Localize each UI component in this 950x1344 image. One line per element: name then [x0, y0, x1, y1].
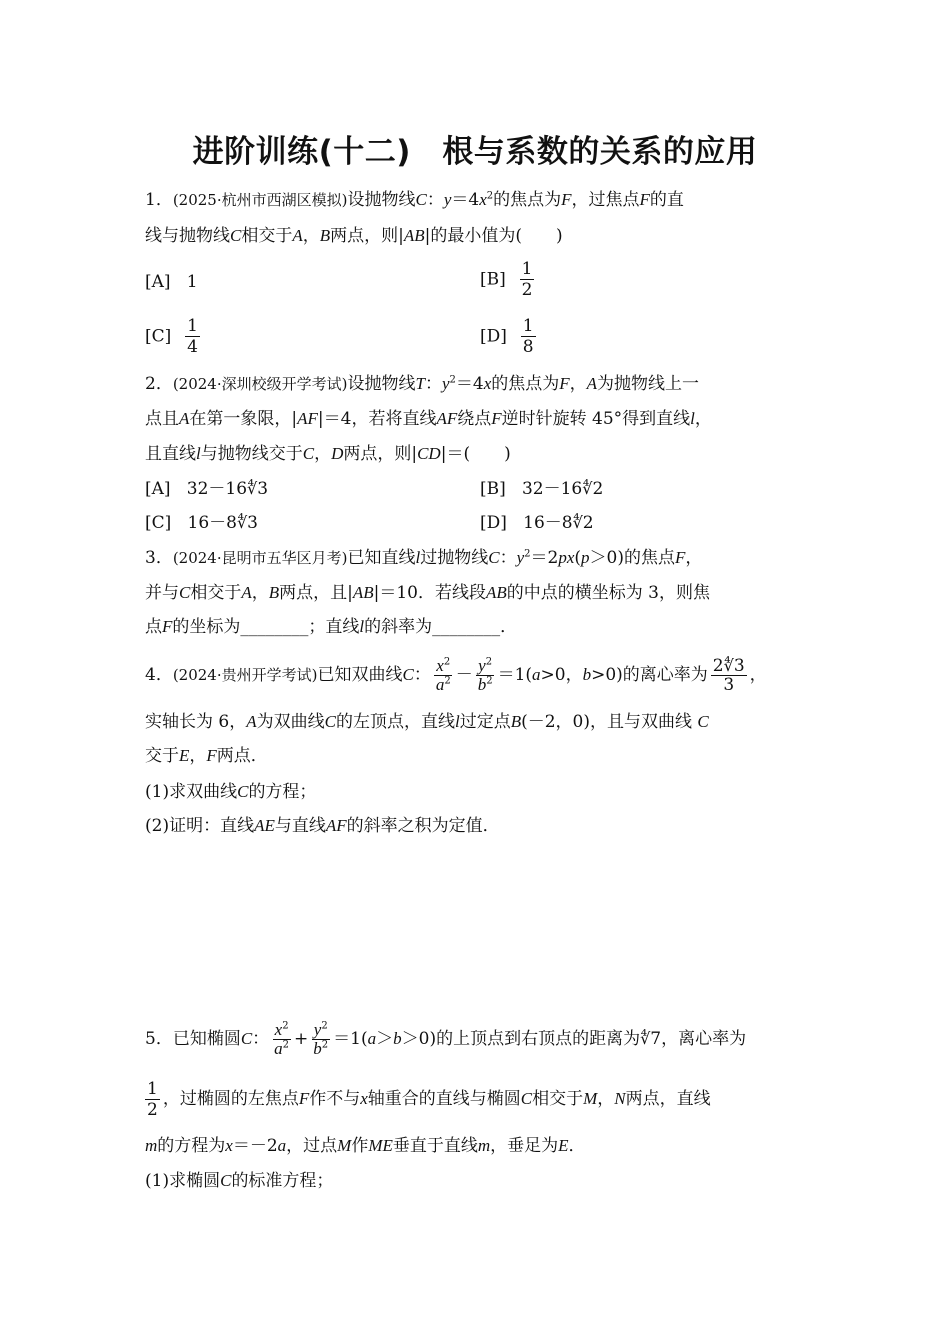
q4-part1: (1)求双曲线C的方程；: [145, 782, 317, 802]
q1-line2: 线与抛物线C相交于A，B两点，则|AB|的最小值为( ): [145, 226, 563, 246]
q2-line1: 2．(2024·深圳校级开学考试)设抛物线T：$y^2=4x$的焦点为F，A为抛物线上一: [145, 374, 700, 394]
q2-option-c: [C] 16－8∜3: [145, 513, 258, 533]
q3-line2: 并与C相交于A，B两点，且|AB|＝10．若线段AB的中点的横坐标为 3，则焦: [145, 583, 711, 603]
q2-line2: 点且A在第一象限，|AF|＝4，若将直线AF绕点F逆时针旋转 45°得到直线l，: [145, 409, 712, 429]
q5-part1: (1)求椭圆C的标准方程；: [145, 1171, 334, 1191]
q3-line1: 3．(2024·昆明市五华区月考)已知直线l过抛物线C：$y^2=2px(p>0)$的焦点F，: [145, 548, 703, 568]
q2-option-a: [A] 32－16∜3: [145, 479, 269, 499]
q2-option-d: [D] 16－8∜2: [480, 513, 594, 533]
q1-option-d: [D] $\frac{1}{8}$: [480, 316, 534, 357]
q4-part2: (2)证明：直线AE与直线AF的斜率之积为定值．: [145, 816, 500, 836]
q1-option-a: [A] 1: [145, 272, 198, 292]
q1-option-c: [C] $\frac{1}{4}$: [145, 316, 198, 357]
q4-line3: 交于E，F两点．: [145, 746, 268, 766]
q3-line3: 点F的坐标为________；直线l的斜率为________．: [145, 617, 518, 637]
q4-line2: 实轴长为 6，A为双曲线C的左顶点，直线l过定点B(－2，0)，且与双曲线 C: [145, 712, 709, 732]
q2-line3: 且直线l与抛物线交于C，D两点，则|CD|＝( ): [145, 444, 511, 464]
q2-option-b: [B] 32－16∜2: [480, 479, 604, 499]
page-title: 进阶训练(十二) 根与系数的关系的应用: [192, 134, 758, 170]
q1-line1: 1．(2025·杭州市西湖区模拟)设抛物线C：$y=4x^2$的焦点为F，过焦点F的直: [145, 190, 684, 210]
q5-line2: $\frac{1}{2}$ ，过椭圆的左焦点F作不与x轴重合的直线与椭圆C相交于M，N两点，直线: [147, 1079, 711, 1120]
q4-line1: 4．(2024·贵州开学考试)已知双曲线C： $\frac{x^2}{a^2}$ － $\frac{y^2}{b^2}$ ＝1(a>0，b>0)的离心率为 $\frac{2∜3}{3}$ ，: [145, 656, 767, 695]
q5-line3: m的方程为x＝－2a，过点M作ME垂直于直线m，垂足为E．: [145, 1136, 586, 1156]
q1-option-b: [B] $\frac{1}{2}$: [480, 259, 533, 300]
q5-line1: 5．已知椭圆C： $\frac{x^2}{a^2}$ + $\frac{y^2}{b^2}$ ＝1(a＞b＞0)的上顶点到右顶点的距离为∜7，离心率为: [145, 1020, 747, 1058]
